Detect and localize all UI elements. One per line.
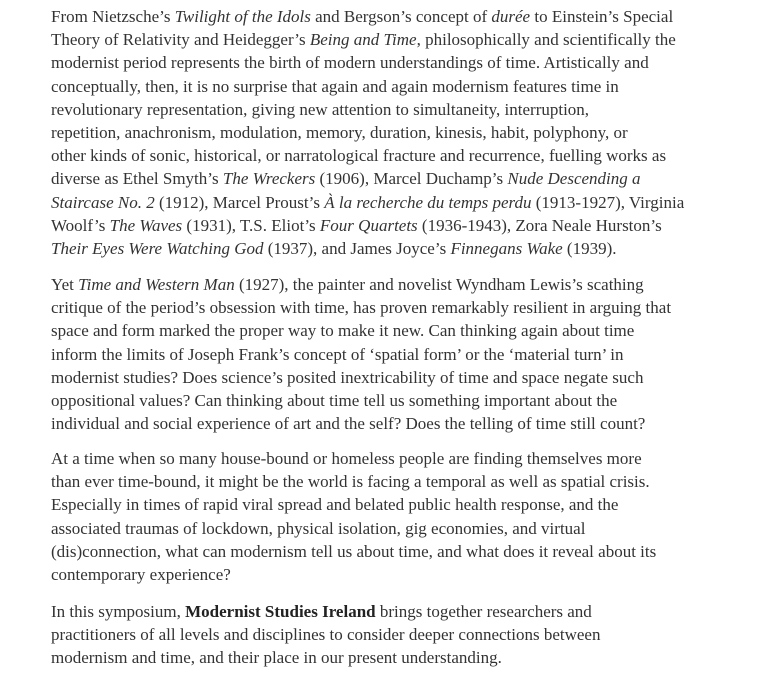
italic-title: The Wreckers — [222, 169, 316, 189]
text-segment: contemporary experience? — [51, 564, 231, 584]
italic-title: Twilight of the Idols — [174, 7, 311, 26]
text-segment: Theory of Relativity and Heidegger’s — [51, 30, 310, 50]
text-segment: (1939). — [562, 238, 617, 258]
italic-title: Four Quartets — [319, 215, 418, 235]
text-line — [51, 412, 771, 435]
text-line — [51, 366, 771, 389]
text-segment: (1931), T.S. Eliot’s — [182, 215, 320, 235]
text-segment: practitioners of all levels and disciplines to consider deeper connections between — [51, 625, 601, 645]
text-segment: Especially in times of rapid viral spread and belated public health response, and the — [51, 495, 619, 515]
text-line — [51, 517, 771, 540]
text-segment: Yet — [51, 275, 79, 294]
text-line — [51, 28, 771, 51]
text-segment: modernist studies? Does science’s posited inextricability of time and space negate such — [51, 367, 644, 387]
text-segment: (1936-1943), Zora Neale Hurston’s — [417, 215, 662, 235]
text-line — [51, 5, 771, 28]
text-segment: than ever time-bound, it might be the world is facing a temporal as well as spatial crisis. — [51, 472, 650, 492]
text-line — [51, 273, 771, 296]
text-segment: repetition, anachronism, modulation, memory, duration, kinesis, habit, polyphony, or — [51, 122, 628, 142]
text-line — [51, 167, 771, 190]
text-line — [51, 237, 771, 260]
text-segment: to Einstein’s Special — [530, 7, 674, 26]
text-line — [51, 296, 771, 319]
italic-title: Being and Time — [309, 30, 417, 50]
italic-title: Time and Western Man — [78, 275, 235, 294]
text-segment: , philosophically and scientifically the — [416, 30, 676, 50]
text-segment: Woolf’s — [51, 215, 110, 235]
paragraph-symposium — [51, 600, 771, 670]
italic-title: À la recherche du temps perdu — [324, 192, 532, 212]
text-segment: (1906), Marcel Duchamp’s — [315, 169, 508, 189]
text-segment: inform the limits of Joseph Frank’s concept of ‘spatial form’ or the ‘material turn’ in — [51, 344, 624, 364]
italic-title: The Waves — [109, 215, 183, 235]
text-line — [51, 389, 771, 412]
text-segment: From Nietzsche’s — [51, 7, 175, 26]
paragraph-crisis — [51, 447, 771, 586]
text-segment: (1913-1927), Virginia — [531, 192, 685, 212]
text-segment: space and form marked the proper way to make it new. Can thinking again about time — [51, 321, 635, 341]
text-segment: oppositional values? Can thinking about time tell us something important about the — [51, 390, 618, 410]
text-line — [51, 600, 771, 623]
text-line — [51, 343, 771, 366]
text-segment: modernism and time, and their place in our present understanding. — [51, 648, 502, 668]
text-segment: (1927), the painter and novelist Wyndham Lewis’s scathing — [234, 275, 644, 294]
text-line — [51, 51, 771, 74]
text-segment: diverse as Ethel Smyth’s — [51, 169, 223, 189]
italic-title: Nude Descending a — [507, 169, 641, 189]
text-segment: (dis)connection, what can modernism tell us about time, and what does it reveal about its — [51, 541, 657, 561]
text-segment: (1912), Marcel Proust’s — [154, 192, 325, 212]
text-line — [51, 144, 771, 167]
paragraph-intro — [51, 5, 771, 260]
text-line — [51, 121, 771, 144]
text-segment: In this symposium, — [51, 602, 186, 621]
text-segment: and Bergson’s concept of — [310, 7, 492, 26]
text-segment: (1937), and James Joyce’s — [263, 238, 451, 258]
text-segment: critique of the period’s obsession with time, has proven remarkably resilient in arguing that — [51, 298, 672, 318]
text-segment: individual and social experience of art and the self? Does the telling of time still count? — [51, 414, 646, 434]
text-line — [51, 214, 771, 237]
text-line — [51, 191, 771, 214]
text-line — [51, 623, 771, 646]
text-line — [51, 319, 771, 342]
italic-title: Staircase No. 2 — [51, 192, 155, 212]
text-segment: other kinds of sonic, historical, or narratological fracture and recurrence, fuelling works as — [51, 146, 667, 166]
text-line — [51, 540, 771, 563]
text-line — [51, 75, 771, 98]
text-segment: brings together researchers and — [375, 602, 592, 621]
italic-title: durée — [491, 7, 531, 26]
text-segment: modernist period represents the birth of modern understandings of time. Artistically and — [51, 53, 649, 73]
text-segment: At a time when so many house-bound or homeless people are finding themselves more — [51, 449, 642, 468]
paragraph-time-and-western-man — [51, 273, 771, 435]
text-line — [51, 563, 771, 586]
bold-organization-name: Modernist Studies Ireland — [185, 602, 376, 621]
text-line — [51, 646, 771, 669]
text-line — [51, 98, 771, 121]
text-segment: associated traumas of lockdown, physical isolation, gig economies, and virtual — [51, 518, 586, 538]
text-segment: revolutionary representation, giving new attention to simultaneity, interruption, — [51, 99, 590, 119]
text-segment: conceptually, then, it is no surprise that again and again modernism features time in — [51, 76, 619, 96]
italic-title: Finnegans Wake — [450, 238, 563, 258]
italic-title: Their Eyes Were Watching God — [51, 238, 264, 258]
text-line — [51, 493, 771, 516]
text-line — [51, 447, 771, 470]
text-line — [51, 470, 771, 493]
